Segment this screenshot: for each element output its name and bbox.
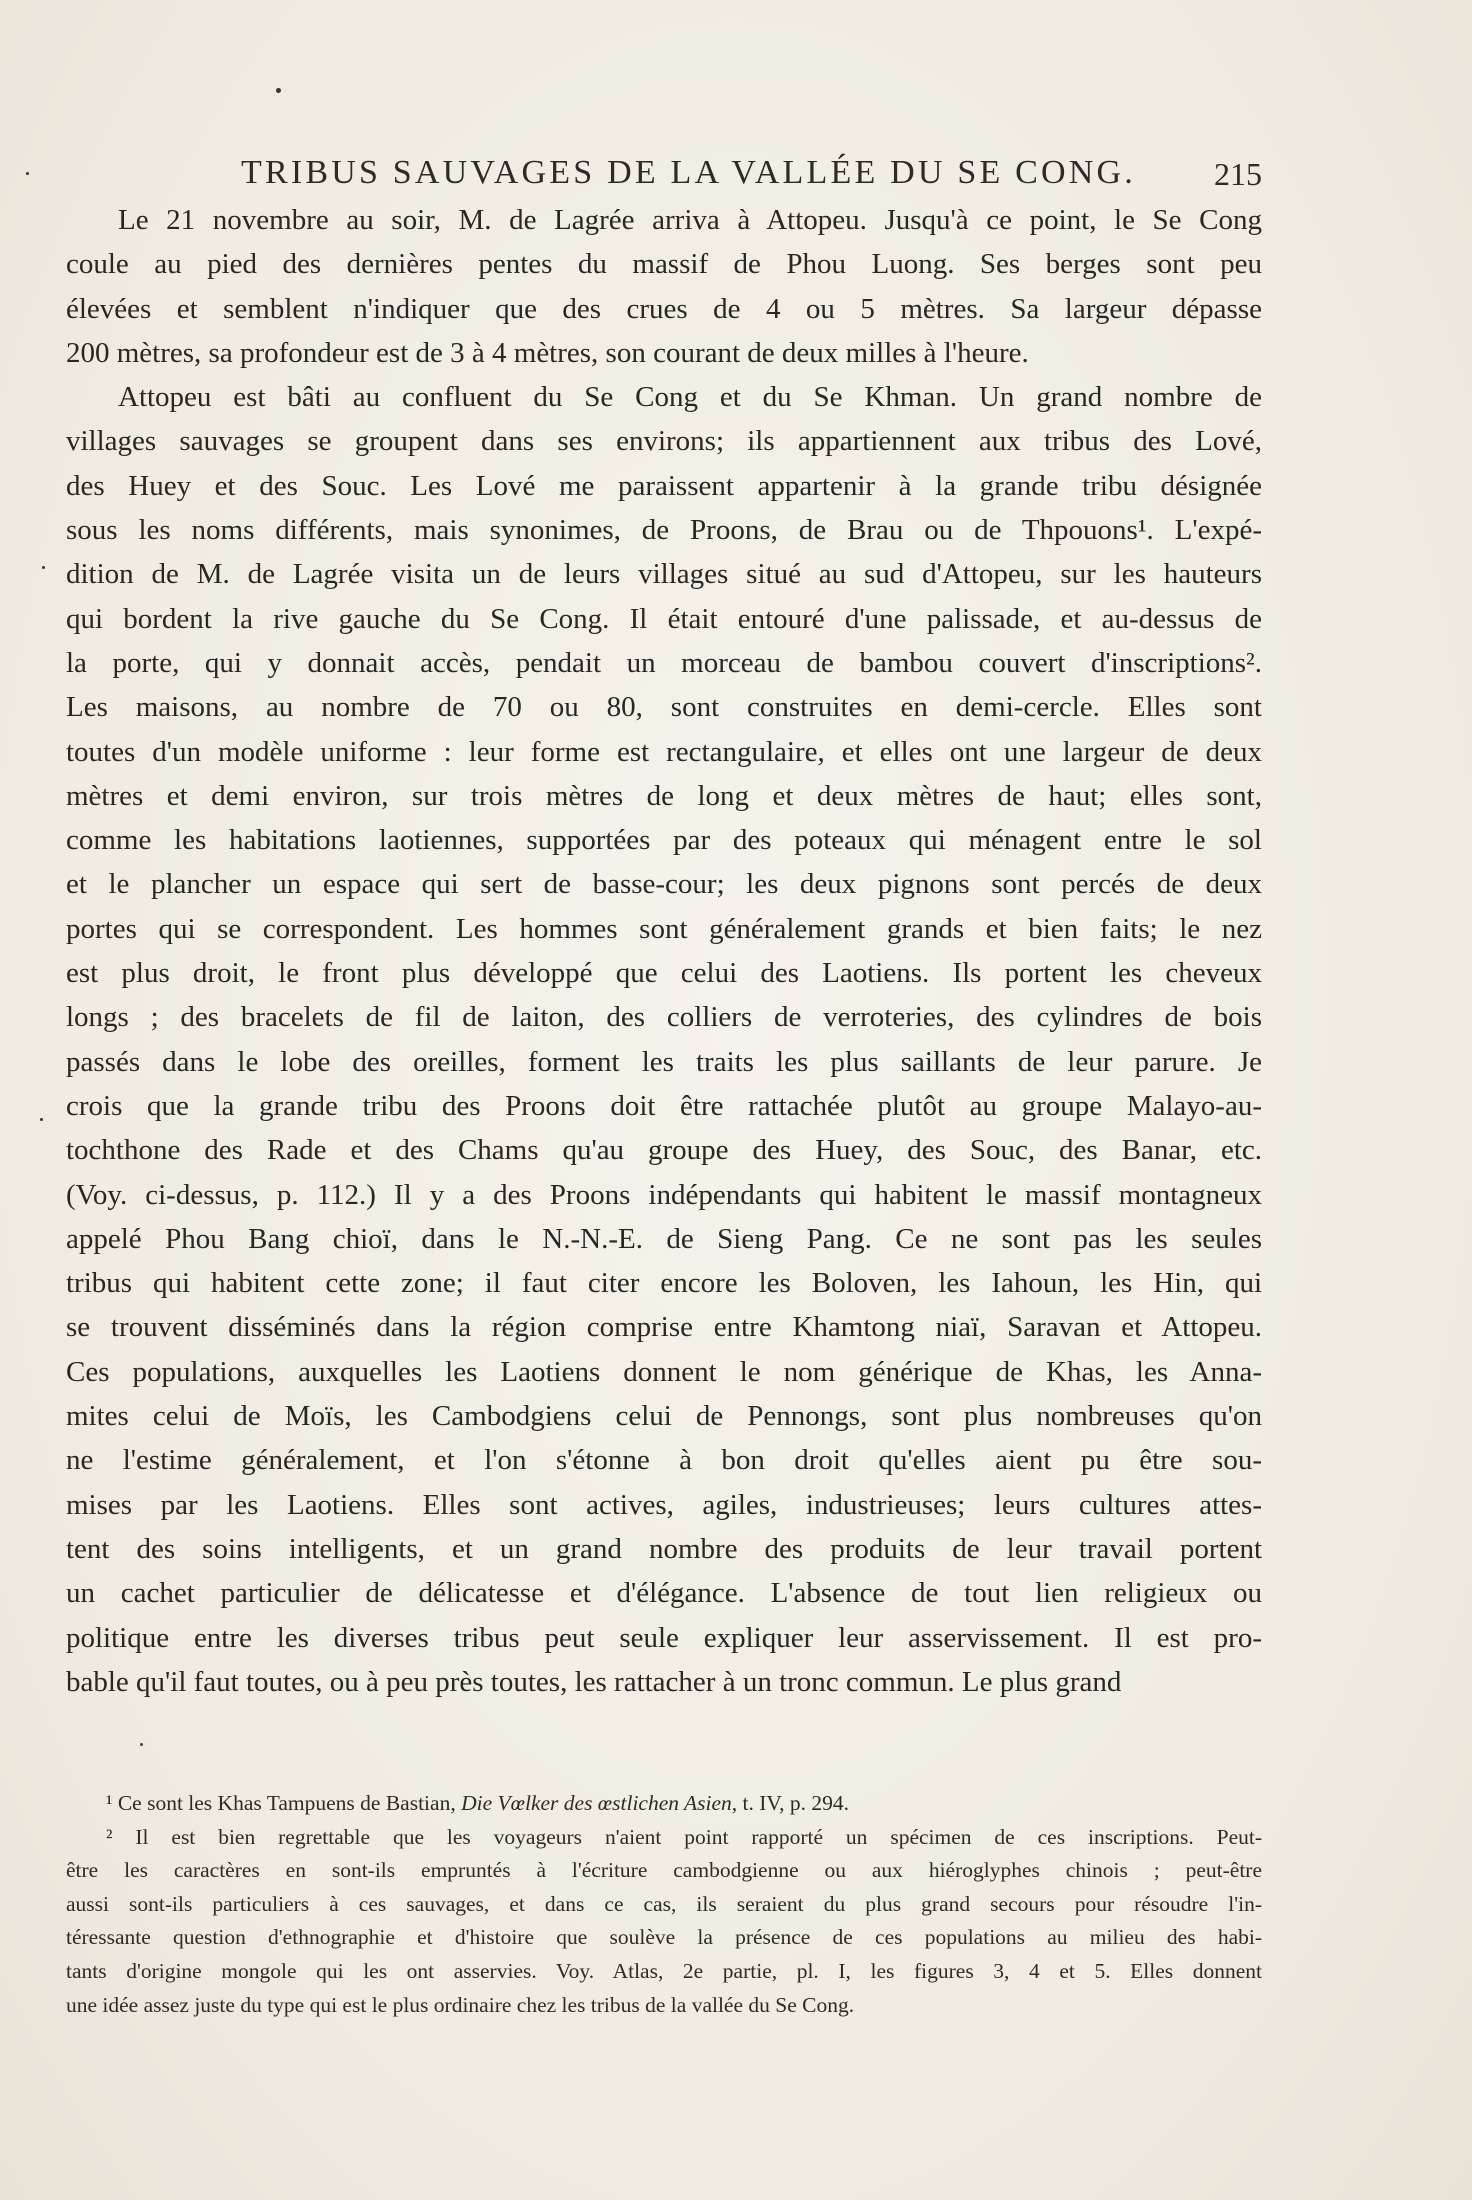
text-line: et le plancher un espace qui sert de basse-cour; les deux pignons sont percés de deux	[66, 868, 1262, 901]
text-line: se trouvent disséminés dans la région comprise entre Khamtong niaï, Saravan et Attopeu.	[66, 1311, 1262, 1344]
text-line: villages sauvages se groupent dans ses environs; ils appartiennent aux tribus des Lové,	[66, 425, 1262, 458]
text-line: politique entre les diverses tribus peut seule expliquer leur asservissement. Il est pro-	[66, 1621, 1262, 1654]
text-line: toutes d'un modèle uniforme : leur forme est rectangulaire, et elles ont une largeur de deux	[66, 735, 1262, 768]
text-line: comme les habitations laotiennes, supportées par des poteaux qui ménagent entre le sol	[66, 824, 1262, 857]
running-head	[66, 154, 1262, 198]
text-line: mites celui de Moïs, les Cambodgiens celui de Pennongs, sont plus nombreuses qu'on	[66, 1400, 1262, 1433]
ink-speck	[26, 172, 29, 175]
page-number: 215	[1214, 156, 1262, 192]
footnote-1-title: Die Vœlker des œstlichen Asien	[461, 1791, 732, 1815]
text-line: passés dans le lobe des oreilles, forment les traits les plus saillants de leur parure. Je	[66, 1045, 1262, 1078]
text-line: portes qui se correspondent. Les hommes sont généralement grands et bien faits; le nez	[66, 912, 1262, 945]
text-line: des Huey et des Souc. Les Lové me paraissent appartenir à la grande tribu désignée	[66, 469, 1262, 502]
ink-speck	[40, 1118, 43, 1121]
text-line: appelé Phou Bang chioï, dans le N.-N.-E. de Sieng Pang. Ce ne sont pas les seules	[66, 1222, 1262, 1255]
text-line: la porte, qui y donnait accès, pendait un morceau de bambou couvert d'inscriptions².	[66, 646, 1262, 679]
text-line: crois que la grande tribu des Proons doit être rattachée plutôt au groupe Malayo-au-	[66, 1089, 1262, 1122]
text-line: longs ; des bracelets de fil de laiton, des colliers de verroteries, des cylindres de bois	[66, 1001, 1262, 1034]
footnote-2-line: ² Il est bien regrettable que les voyageurs n'aient point rapporté un spécimen de ces inscriptions. Peut-	[106, 1824, 1262, 1849]
text-line: Attopeu est bâti au confluent du Se Cong et du Se Khman. Un grand nombre de	[118, 381, 1262, 414]
text-line: Les maisons, au nombre de 70 ou 80, sont construites en demi-cercle. Elles sont	[66, 691, 1262, 724]
text-line: 200 mètres, sa profondeur est de 3 à 4 mètres, son courant de deux milles à l'heure.	[66, 336, 1029, 369]
separator-dot	[140, 1743, 143, 1746]
footnote-2-line: être les caractères en sont-ils empruntés à l'écriture cambodgienne ou aux hiéroglyphes chinois ; peut-être	[66, 1858, 1262, 1883]
text-line: Le 21 novembre au soir, M. de Lagrée arriva à Attopeu. Jusqu'à ce point, le Se Cong	[118, 204, 1262, 236]
text-line: qui bordent la rive gauche du Se Cong. Il était entouré d'une palissade, et au-dessus de	[66, 602, 1262, 635]
text-line: dition de M. de Lagrée visita un de leurs villages situé au sud d'Attopeu, sur les hauteurs	[66, 558, 1262, 591]
text-line: tochthone des Rade et des Chams qu'au groupe des Huey, des Souc, des Banar, etc.	[66, 1134, 1262, 1167]
text-line: sous les noms différents, mais synonimes, de Proons, de Brau ou de Thpouons¹. L'expé-	[66, 514, 1262, 547]
footnote-1-ref: , t. IV, p. 294.	[731, 1791, 850, 1815]
text-line: mises par les Laotiens. Elles sont actives, agiles, industrieuses; leurs cultures attes-	[66, 1488, 1262, 1521]
footnote-2-line: tants d'origine mongole qui les ont asservies. Voy. Atlas, 2e partie, pl. I, les figures 3, 4 et 5. Elles donnent	[66, 1958, 1262, 1983]
text-line: tribus qui habitent cette zone; il faut citer encore les Boloven, les Iahoun, les Hin, qui	[66, 1267, 1262, 1300]
body-text	[66, 198, 1262, 1704]
text-line: un cachet particulier de délicatesse et d'élégance. L'absence de tout lien religieux ou	[66, 1577, 1262, 1610]
footnote-1	[66, 1787, 1262, 1821]
text-line: mètres et demi environ, sur trois mètres de long et deux mètres de haut; elles sont,	[66, 779, 1262, 812]
text-line: ne l'estime généralement, et l'on s'étonne à bon droit qu'elles aient pu être sou-	[66, 1444, 1262, 1477]
text-line: coule au pied des dernières pentes du massif de Phou Luong. Ses berges sont peu	[66, 248, 1262, 281]
footnote-2-line: aussi sont-ils particuliers à ces sauvages, et dans ce cas, ils seraient du plus grand secours pour résoudre l'in-	[66, 1891, 1262, 1916]
ink-speck	[42, 566, 45, 569]
text-line: bable qu'il faut toutes, ou à peu près toutes, les rattacher à un tronc commun. Le plus grand	[66, 1665, 1122, 1698]
text-line: est plus droit, le front plus développé que celui des Laotiens. Ils portent les cheveux	[66, 957, 1262, 990]
footnote-2-line: téressante question d'ethnographie et d'histoire que soulève la présence de ces populations au milieu des habi-	[66, 1925, 1262, 1950]
footnote-2-line: une idée assez juste du type qui est le plus ordinaire chez les tribus de la vallée du Se Cong.	[66, 1992, 855, 2017]
text-line: élevées et semblent n'indiquer que des crues de 4 ou 5 mètres. Sa largeur dépasse	[66, 292, 1262, 325]
footnote-1-text: ¹ Ce sont les Khas Tampuens de Bastian,	[106, 1791, 462, 1815]
ink-speck	[276, 88, 281, 93]
footnotes	[66, 1787, 1262, 2022]
text-line: (Voy. ci-dessus, p. 112.) Il y a des Proons indépendants qui habitent le massif montagneux	[66, 1178, 1262, 1211]
text-line: tent des soins intelligents, et un grand nombre des produits de leur travail portent	[66, 1532, 1262, 1565]
text-line: Ces populations, auxquelles les Laotiens donnent le nom générique de Khas, les Anna-	[66, 1355, 1262, 1388]
running-title: TRIBUS SAUVAGES DE LA VALLÉE DU SE CONG.	[241, 154, 1136, 191]
